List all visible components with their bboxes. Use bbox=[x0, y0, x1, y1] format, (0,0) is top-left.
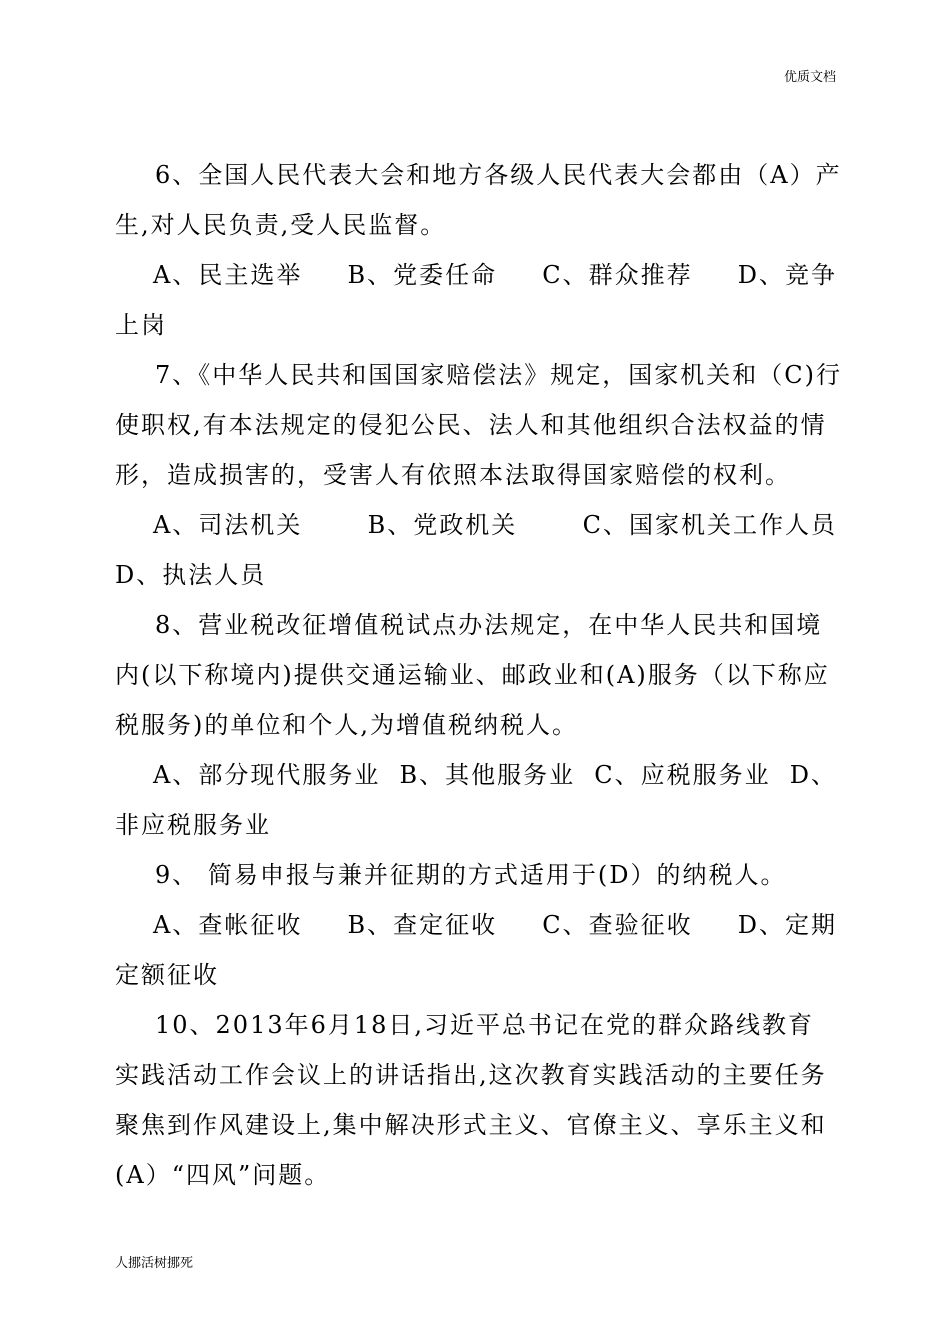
option-a: A、查帐征收 bbox=[153, 911, 303, 939]
question-10 bbox=[115, 1000, 837, 1200]
option-b: B、其他服务业 bbox=[399, 761, 576, 789]
question-text-line: 内(以下称境内)提供交通运输业、邮政业和(A)服务（以下称应 bbox=[115, 661, 830, 689]
option-d: D、 bbox=[789, 761, 837, 789]
question-text-line: (A）“四风”问题。 bbox=[115, 1161, 331, 1189]
question-text-line: 10、2013年6月18日,习近平总书记在党的群众路线教育 bbox=[155, 1011, 815, 1039]
option-a: A、部分现代服务业 bbox=[153, 761, 381, 789]
question-text-line: 使职权,有本法规定的侵犯公民、法人和其他组织合法权益的情 bbox=[115, 411, 827, 439]
option-c: C、群众推荐 bbox=[542, 261, 693, 289]
document-body bbox=[115, 150, 842, 1200]
answer-options bbox=[115, 500, 837, 550]
option-b: B、查定征收 bbox=[347, 911, 498, 939]
question-text-line: 8、营业税改征增值税试点办法规定，在中华人民共和国境 bbox=[155, 611, 823, 639]
answer-options bbox=[115, 900, 837, 950]
question-6 bbox=[115, 150, 842, 350]
option-wrap-line: 非应税服务业 bbox=[115, 811, 271, 839]
question-9 bbox=[115, 850, 837, 1000]
option-a: A、司法机关 bbox=[153, 511, 303, 539]
page-footer: 人挪活树挪死 bbox=[115, 1256, 194, 1271]
question-7 bbox=[115, 350, 842, 600]
option-b: B、党政机关 bbox=[367, 511, 518, 539]
option-wrap-line: D、执法人员 bbox=[115, 561, 267, 589]
question-text-line: 形，造成损害的，受害人有依照本法取得国家赔偿的权利。 bbox=[115, 461, 791, 489]
option-wrap-line: 上岗 bbox=[115, 311, 167, 339]
page-header: 优质文档 bbox=[783, 70, 836, 85]
question-text-line: 6、全国人民代表大会和地方各级人民代表大会都由（A）产 bbox=[155, 161, 842, 189]
question-text-line: 9、 简易申报与兼并征期的方式适用于(D）的纳税人。 bbox=[155, 861, 787, 889]
option-d: D、竞争 bbox=[737, 261, 837, 289]
question-text-line: 实践活动工作会议上的讲话指出,这次教育实践活动的主要任务 bbox=[115, 1061, 827, 1089]
answer-options bbox=[115, 750, 837, 800]
question-8 bbox=[115, 600, 837, 850]
answer-options bbox=[115, 250, 837, 300]
option-c: C、应税服务业 bbox=[594, 761, 771, 789]
option-wrap-line: 定额征收 bbox=[115, 961, 219, 989]
option-c: C、国家机关工作人员 bbox=[582, 511, 837, 539]
question-text-line: 生,对人民负责,受人民监督。 bbox=[115, 211, 447, 239]
option-c: C、查验征收 bbox=[542, 911, 693, 939]
question-text-line: 聚焦到作风建设上,集中解决形式主义、官僚主义、享乐主义和 bbox=[115, 1111, 827, 1139]
option-b: B、党委任命 bbox=[347, 261, 498, 289]
question-text-line: 税服务)的单位和个人,为增值税纳税人。 bbox=[115, 711, 578, 739]
option-a: A、民主选举 bbox=[153, 261, 303, 289]
question-text-line: 7、《中华人民共和国国家赔偿法》规定，国家机关和（C)行 bbox=[155, 361, 842, 389]
option-d: D、定期 bbox=[737, 911, 837, 939]
